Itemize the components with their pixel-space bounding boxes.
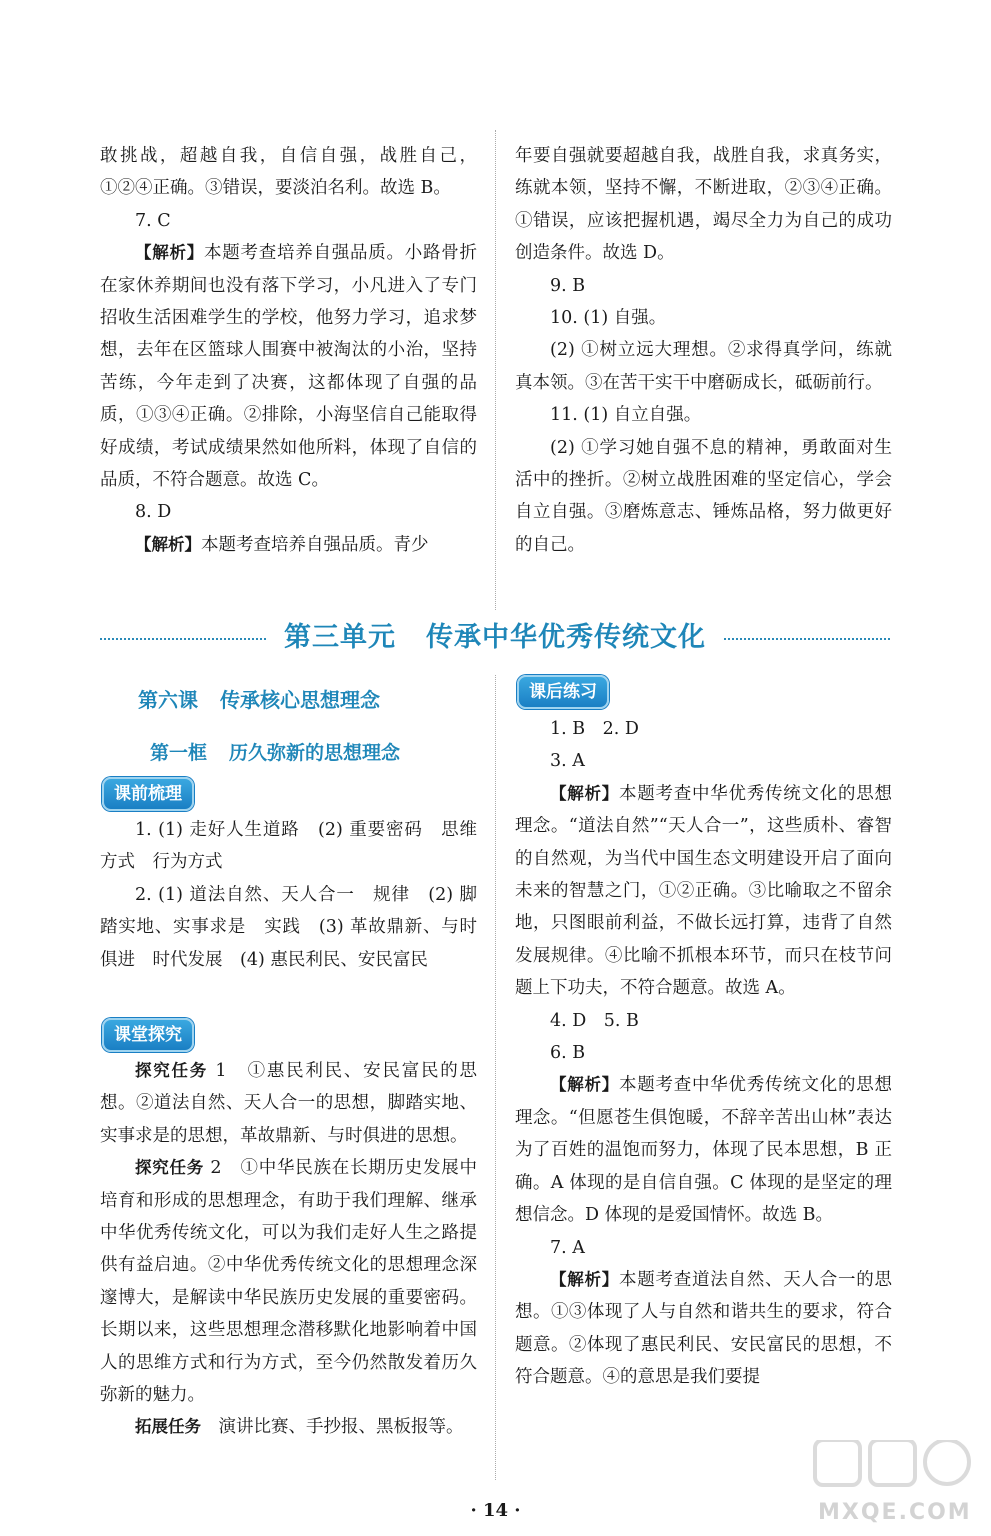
post-list-paragraph [515, 778, 892, 1005]
top-left-paragraph [100, 496, 477, 528]
paragraph-text: 9. B [550, 275, 586, 296]
unit-name: 传承中华优秀传统文化 [426, 621, 706, 653]
paragraph-text: 11. (1) 自立自强。 [550, 405, 702, 426]
lesson-name: 传承核心思想理念 [220, 688, 380, 712]
paragraph-text: (2) ①树立远大理想。②求得真学问，练就真本领。③在苦干实干中磨砺成长，砥砺前行。 [515, 340, 892, 393]
frame-name: 历久弥新的思想理念 [229, 742, 401, 764]
post-list-paragraph [515, 1005, 892, 1037]
column-divider-top [495, 130, 496, 610]
paragraph-label: 【解析】 [135, 534, 201, 554]
paragraph-text: 2. (1) 道法自然、天人合一 规律 (2) 脚踏实地、实事求是 实践 (3) 革故鼎新、与时俱进 时代发展 (4) 惠民利民、安民富民 [100, 884, 477, 970]
paragraph-text: 1. B 2. D [550, 719, 639, 739]
paragraph-text: 4. D 5. B [550, 1010, 639, 1031]
paragraph-label: 【解析】 [550, 1269, 619, 1289]
paragraph-label: 探究任务 [135, 1158, 205, 1178]
paragraph-text: 6. B [550, 1043, 586, 1064]
after-class-list [515, 713, 892, 1394]
paragraph-label: 【解析】 [550, 1075, 619, 1095]
paragraph-text: 7. A [550, 1237, 585, 1258]
unit-dots-right [724, 638, 890, 640]
frame-title [150, 738, 400, 765]
in-class-tag [102, 1018, 194, 1052]
paragraph-label: 拓展任务 [135, 1417, 201, 1437]
frame-number: 第一框 [150, 742, 208, 764]
lesson-number: 第六课 [138, 688, 198, 712]
top-right-paragraph [515, 302, 892, 334]
paragraph-label: 【解析】 [550, 783, 619, 803]
paragraph-text: (2) ①学习她自强不息的精神，勇敢面对生活中的挫折。②树立战胜困难的坚定信心，学会自立自强。③磨炼意志、锤炼品格，努力做更好的自己。 [515, 437, 892, 555]
post-list-paragraph [515, 1232, 892, 1264]
answer-column-top-right [515, 140, 892, 561]
post-list-paragraph [515, 713, 892, 745]
lesson-title [138, 684, 380, 713]
paragraph-text: 本题考查中华优秀传统文化的思想理念。“但愿苍生俱饱暖，不辞辛苦出山林”表达为了百姓的温饱而努力，体现了民本思想，B 正确。A 体现的是自信自强。C 体现的是坚定的理想信念。D 体现的是爱国情怀。故选 B。 [515, 1075, 892, 1226]
top-left-paragraph [100, 237, 477, 496]
paragraph-text: 本题考查培养自强品质。青少 [201, 534, 429, 555]
paragraph-text: 年要自强就要超越自我，战胜自我，求真务实，练就本领，坚持不懈，不断进取，②③④正确。①错误，应该把握机遇，竭尽全力为自己的成功创造条件。故选 D。 [515, 146, 892, 264]
top-left-paragraph [100, 205, 477, 237]
pre-class-tag-label: 课前梳理 [102, 777, 194, 811]
paragraph-label: 探究任务 [135, 1061, 209, 1080]
column-divider-bottom [495, 675, 496, 1480]
top-right-paragraph [515, 140, 892, 270]
unit-title [266, 615, 724, 654]
top-left-paragraph [100, 529, 477, 561]
paragraph-text: 2 ①中华民族在长期历史发展中培育和形成的思想理念，有助于我们理解、继承中华优秀传统文化，可以为我们走好人生之路提供有益启迪。②中华优秀传统文化的思想理念深邃博大，是解读中华民族历史发展的重要密码。长期以来，这些思想理念潜移默化地影响着中国人的思维方式和行为方式，至今仍然散发着历久弥新的魅力。 [100, 1158, 477, 1406]
after-class-tag [517, 675, 609, 709]
paragraph-text: 10. (1) 自强。 [550, 308, 667, 329]
unit-header [100, 612, 890, 656]
top-left-paragraph [100, 140, 477, 205]
in-class-list [100, 1055, 477, 1444]
top-right-paragraph [515, 399, 892, 431]
paragraph-text: 1 ①惠民利民、安民富民的思想。②道法自然、天人合一的思想，脚踏实地、实事求是的思想，革故鼎新、与时俱进的思想。 [100, 1061, 478, 1146]
top-right-paragraph [515, 432, 892, 562]
pre-list-paragraph [100, 814, 477, 879]
paragraph-text: 本题考查培养自强品质。小路骨折在家休养期间也没有落下学习，小凡进入了专门招收生活困难学生的学校，他努力学习，追求梦想，去年在区篮球人围赛中被淘汰的小治，坚持苦练，今年走到了决赛，这都体现了自强的品质，①③④正确。②排除，小海坚信自己能取得好成绩，考试成绩果然如他所料，体现了自信的品质，不符合题意。故选 C。 [100, 243, 477, 491]
post-list-paragraph [515, 745, 892, 777]
paragraph-text: 8. D [135, 502, 172, 523]
unit-dots-left [100, 638, 266, 640]
top-right-paragraph [515, 334, 892, 399]
pre-class-tag [102, 777, 194, 811]
watermark-text: MXQE.COM [818, 1500, 972, 1525]
paragraph-label: 【解析】 [135, 243, 204, 263]
top-right-paragraph [515, 270, 892, 302]
paragraph-text: 1. (1) 走好人生道路 (2) 重要密码 思维方式 行为方式 [100, 820, 477, 873]
after-class-tag-label: 课后练习 [517, 675, 609, 709]
post-list-paragraph [515, 1037, 892, 1069]
in-class-tag-label: 课堂探究 [102, 1018, 194, 1052]
answer-column-top-left [100, 140, 477, 561]
paragraph-text: 本题考查道法自然、天人合一的思想。①③体现了人与自然和谐共生的要求，符合题意。②体现了惠民利民、安民富民的思想，不符合题意。④的意思是我们要提 [515, 1269, 892, 1388]
unit-number: 第三单元 [284, 621, 396, 653]
paragraph-text: 本题考查中华优秀传统文化的思想理念。“道法自然”“天人合一”，这些质朴、睿智的自然观，为当代中国生态文明建设开启了面向未来的智慧之门，①②正确。③比喻取之不留余地，只图眼前利益，不做长远打算，违背了自然发展规律。④比喻不抓根本环节，而只在枝节问题上下功夫，不符合题意。故选 A。 [515, 783, 892, 999]
class-list-paragraph [100, 1152, 477, 1411]
post-list-paragraph [515, 1264, 892, 1394]
post-list-paragraph [515, 1069, 892, 1231]
paragraph-text: 敢挑战，超越自我，自信自强，战胜自己，①②④正确。③错误，要淡泊名利。故选 B。 [100, 146, 477, 199]
paragraph-text: 3. A [550, 751, 585, 772]
class-list-paragraph [100, 1055, 477, 1152]
page-number: · 14 · [470, 1500, 521, 1521]
class-list-paragraph [100, 1411, 477, 1443]
pre-class-list [100, 814, 477, 976]
paragraph-text: 7. C [135, 210, 171, 231]
paragraph-text: 演讲比赛、手抄报、黑板报等。 [201, 1417, 464, 1438]
pre-list-paragraph [100, 879, 477, 976]
